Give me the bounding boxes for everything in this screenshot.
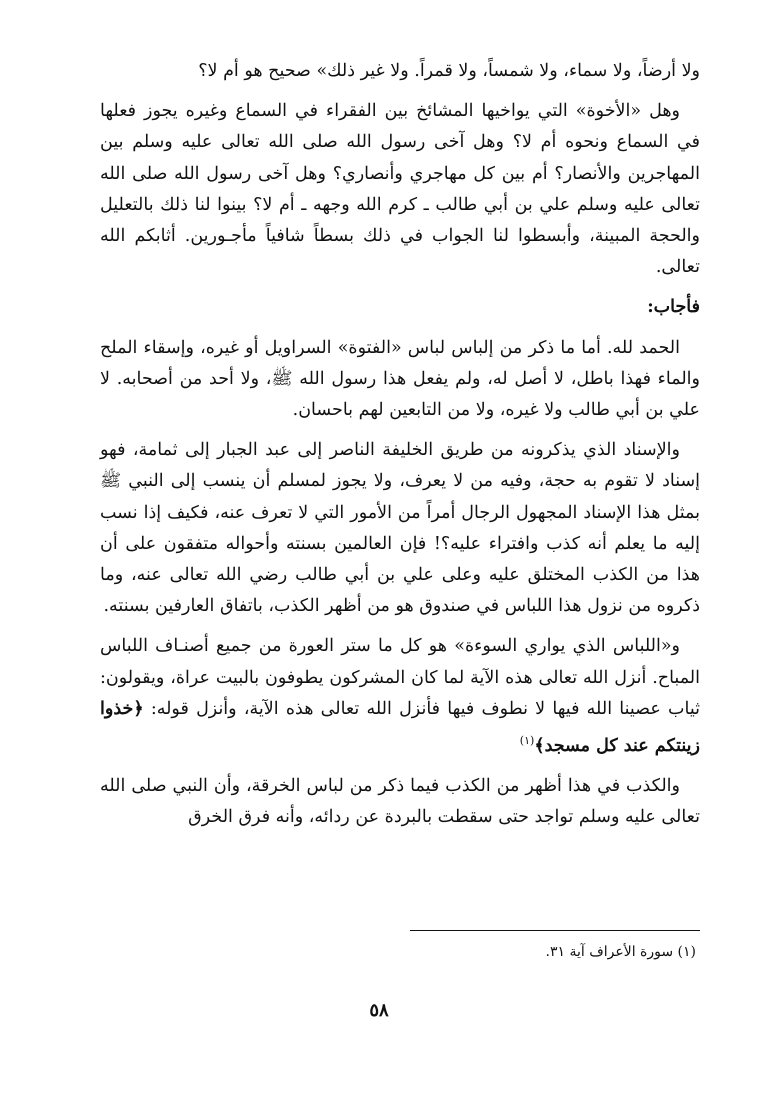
- main-text: [100, 56, 700, 843]
- paragraph-question-brotherhood: وهل «الأخوة» التي يواخيها المشائخ بين الفقراء في السماع وغيره يجوز فعلها في السماع ونحوه أم لا؟ وهل آخى رسول الله صلى الله تعالى عليه وسلم بين المهاجرين والأنصار؟ أم بين كل مهاجري وأنصاري؟ وهل آخى رسول الله صلى الله تعالى عليه وسلم علي بن أبي طالب ـ كرم الله وجهه ـ أم لا؟ بينوا لنا ذلك بالتعليل والحجة المبينة، وأبسطوا لنا الجواب في ذلك بسطاً شافياً مأجـورين. أثابكم الله تعالى.: [100, 101, 700, 278]
- paragraph-clothing-verse: [100, 631, 700, 762]
- answer-heading: فأجاب:: [647, 297, 700, 318]
- paragraph-question-end: ولا أرضاً، ولا سماء، ولا شمساً، ولا قمراً. ولا غير ذلك» صحيح هو أم لا؟: [198, 61, 700, 81]
- paragraph-clothing-text: و«اللباس الذي يواري السوءة» هو كل ما ستر العورة من جميع أصنـاف اللباس المباح. أنزل الله تعالى هذه الآية لما كان المشركون يطوفون بالبيت عراة، ويقولون: ثياب عصينا الله فيها لا نطوف فيها فأنزل الله تعالى هذه الآية، وأنزل قوله:: [100, 636, 700, 719]
- page-number: ٥٨: [369, 1000, 389, 1021]
- paragraph-khirqa: والكذب في هذا أظهر من الكذب فيما ذكر من لباس الخرقة، وأن النبي صلى الله تعالى عليه وسلم تواجد حتى سقطت بالبردة عن ردائه، وأنه فرق الخرق: [100, 776, 700, 828]
- paragraph-answer-isnad: والإسناد الذي يذكرونه من طريق الخليفة الناصر إلى عبد الجبار إلى ثمامة، فهو إسناد لا تقوم به حجة، وفيه من لا يعرف، ولا يجوز لمسلم أن ينسب إلى النبي ﷺ بمثل هذا الإسناد المجهول الرجال أمراً من الأمور التي لا تعرف عنه، فكيف إذا نسب إليه ما يعلم أنه كذب وافتراء عليه؟! فإن العالمين بسنته وأحواله متفقون على أن هذا من الكذب المختلق عليه وعلى علي بن أبي طالب رضي الله تعالى عنه، وما ذكروه من نزول هذا اللباس في صندوق هو من أظهر الكذب، باتفاق العارفين بسنته.: [100, 440, 700, 617]
- quran-verse: ﴿خذوا زينتكم عند كل مسجد﴾: [100, 698, 700, 756]
- footnote: (١) سورة الأعراف آية ٣١.: [545, 944, 696, 960]
- paragraph-answer-futuwwa: الحمد لله. أما ما ذكر من إلباس لباس «الفتوة» السراويل أو غيره، وإسقاء الملح والماء فهذا باطل، لا أصل له، ولم يفعل هذا رسول الله ﷺ، ولا أحد من أصحابه. لا علي بن أبي طالب ولا غيره، ولا من التابعين لهم باحسان.: [100, 337, 700, 421]
- footnote-reference: (١): [519, 734, 535, 748]
- footnote-divider: [410, 930, 700, 931]
